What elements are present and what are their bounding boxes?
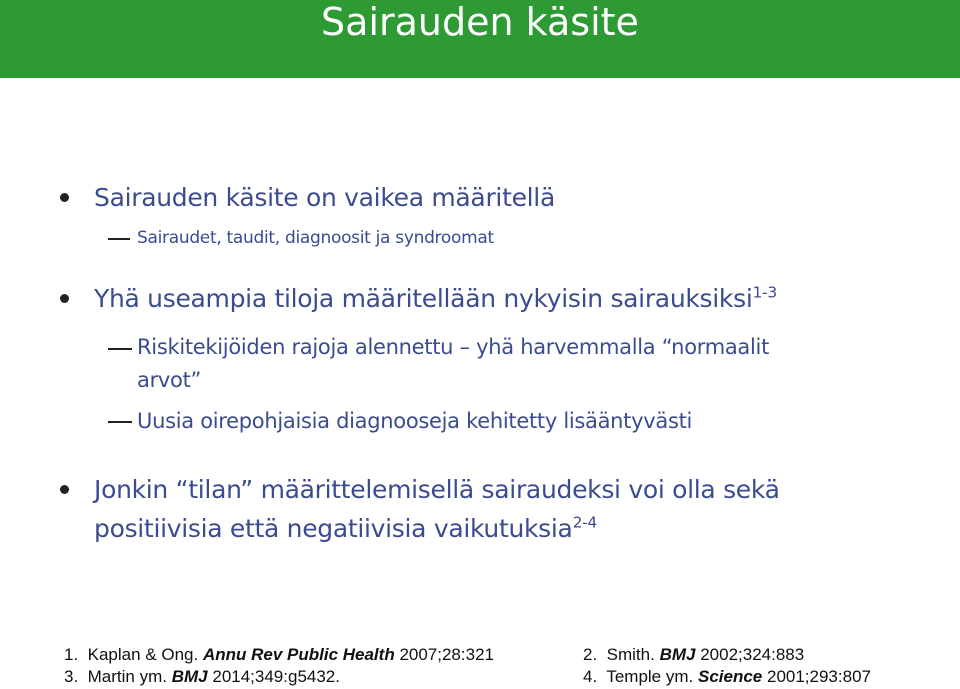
reference-3-detail: 2014;349:g5432. [212,667,340,686]
bullet-2-dot [60,294,69,303]
reference-2-num: 2. [583,645,598,664]
bullet-1-text: Sairauden käsite on vaikea määritellä [94,183,555,212]
reference-1-author: Kaplan & Ong. [87,645,199,664]
slide-title: Sairauden käsite [321,0,639,44]
reference-2 [583,644,804,666]
bullet-3-dot [60,485,69,494]
bullet-2-sub-2-dash [108,421,132,423]
bullet-2-sub-2-text: Uusia oirepohjaisia diagnooseja kehitetty lisääntyvästi [137,409,693,433]
bullet-2-line [94,281,777,317]
reference-1-num: 1. [64,645,79,664]
reference-2-detail: 2002;324:883 [700,645,805,664]
reference-1-journal: Annu Rev Public Health [202,645,395,664]
reference-2-author: Smith. [606,645,655,664]
reference-4-num: 4. [583,667,598,686]
bullet-3-line2 [94,511,597,547]
reference-4 [583,666,871,688]
bullet-1-sub-1-dash [108,238,130,240]
reference-2-journal: BMJ [659,645,696,664]
bullet-3-text-line1: Jonkin “tilan” määrittelemisellä sairaudeksi voi olla sekä [94,475,780,504]
title-bar [0,0,960,78]
bullet-2-text: Yhä useampia tiloja määritellään nykyisin sairauksiksi [94,284,753,313]
reference-3 [64,666,340,688]
reference-4-journal: Science [697,667,763,686]
reference-1-detail: 2007;28:321 [399,645,494,664]
bullet-3-sup: 2-4 [572,513,597,532]
reference-4-author: Temple ym. [606,667,694,686]
bullet-3-text-line2: positiivisia että negatiivisia vaikutuksia [94,514,573,543]
bullet-1-dot [60,193,69,202]
reference-3-journal: BMJ [171,667,208,686]
bullet-2-sub-1-cont: arvot” [137,368,202,392]
reference-1 [64,644,494,666]
bullet-2-sub-1-text: Riskitekijöiden rajoja alennettu – yhä harvemmalla “normaalit [137,335,770,359]
reference-3-author: Martin ym. [87,667,167,686]
bullet-2-sub-1-dash [108,348,132,350]
bullet-1-sub-1-text: Sairaudet, taudit, diagnoosit ja syndroomat [137,228,494,248]
reference-4-detail: 2001;293:807 [766,667,871,686]
reference-3-num: 3. [64,667,79,686]
bullet-2-sup: 1-3 [752,283,777,302]
